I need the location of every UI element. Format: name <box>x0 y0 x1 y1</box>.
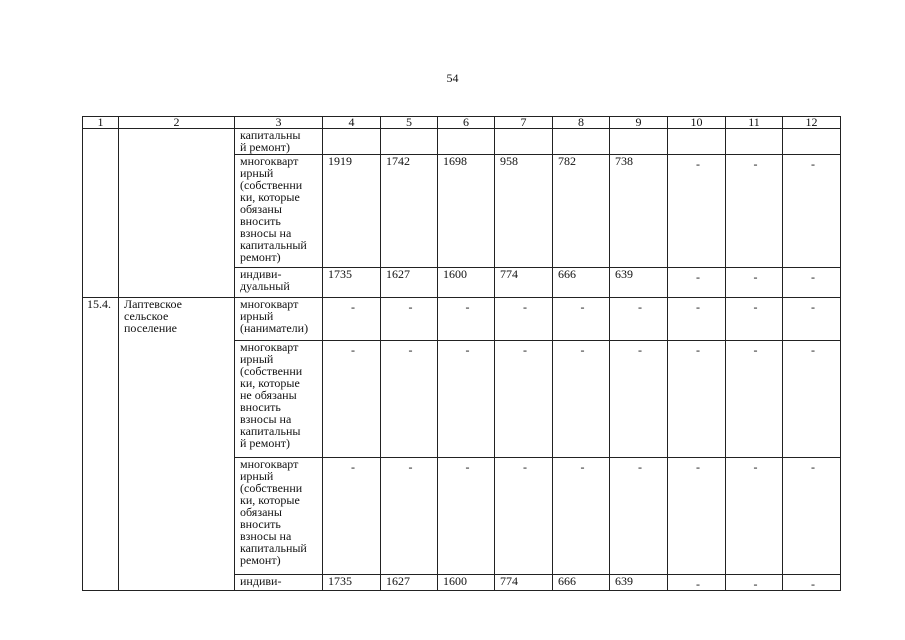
value-cell: - <box>726 575 783 591</box>
header-cell: 9 <box>610 117 668 129</box>
value-cell: 958 <box>495 155 553 268</box>
housing-type-cell <box>235 268 323 298</box>
text-line: капитальный <box>240 541 307 555</box>
text-line: многокварт <box>240 297 299 311</box>
table-row <box>83 129 841 155</box>
text-line: взносы на <box>240 529 292 543</box>
text-line: индиви- <box>240 574 282 588</box>
value-cell: - <box>495 298 553 341</box>
text-line: капитальны <box>240 424 301 438</box>
header-cell: 2 <box>119 117 235 129</box>
value-cell: - <box>323 298 381 341</box>
value-cell: 1742 <box>381 155 438 268</box>
text-line: ки, которые <box>240 376 300 390</box>
value-cell: 1600 <box>438 268 495 298</box>
value-cell: 666 <box>553 575 610 591</box>
header-cell: 1 <box>83 117 119 129</box>
value-cell: - <box>783 155 841 268</box>
value-cell: - <box>668 458 726 575</box>
header-cell: 11 <box>726 117 783 129</box>
text-line: взносы на <box>240 226 292 240</box>
value-cell: 1698 <box>438 155 495 268</box>
value-cell: - <box>553 298 610 341</box>
value-cell: - <box>495 341 553 458</box>
text-line: дуальный <box>240 279 290 293</box>
header-cell: 5 <box>381 117 438 129</box>
settlement-cell <box>119 298 235 591</box>
text-line: ремонт) <box>240 250 281 264</box>
value-cell: - <box>438 341 495 458</box>
value-cell: - <box>323 341 381 458</box>
value-cell: - <box>726 458 783 575</box>
text-line: (собственни <box>240 481 303 495</box>
value-cell: 639 <box>610 575 668 591</box>
housing-type-cell <box>235 155 323 268</box>
value-cell: - <box>783 341 841 458</box>
settlement-cell <box>119 129 235 298</box>
text-line: (собственни <box>240 364 303 378</box>
text-line: ирный <box>240 469 274 483</box>
value-cell: - <box>783 298 841 341</box>
text-line: многокварт <box>240 154 299 168</box>
value-cell: - <box>610 298 668 341</box>
value-cell: - <box>668 268 726 298</box>
value-cell: - <box>610 458 668 575</box>
page-number: 54 <box>446 71 459 85</box>
value-cell: - <box>381 341 438 458</box>
tariff-table <box>82 116 841 591</box>
value-cell: - <box>726 341 783 458</box>
row-number-cell <box>83 129 119 298</box>
text-line: сельское <box>124 309 169 323</box>
header-cell: 3 <box>235 117 323 129</box>
value-cell: - <box>438 458 495 575</box>
value-cell: 666 <box>553 268 610 298</box>
value-cell: - <box>495 458 553 575</box>
text-line: й ремонт) <box>240 436 291 450</box>
value-cell: 1919 <box>323 155 381 268</box>
value-cell: - <box>553 341 610 458</box>
value-cell: - <box>783 268 841 298</box>
text-line: й ремонт) <box>240 140 291 154</box>
value-cell: - <box>726 268 783 298</box>
value-cell <box>726 129 783 155</box>
text-line: многокварт <box>240 457 299 471</box>
text-line: капитальный <box>240 238 307 252</box>
row-number-cell: 15.4. <box>83 298 119 591</box>
text-line: капитальны <box>240 128 301 142</box>
value-cell <box>668 129 726 155</box>
text-line: (собственни <box>240 178 303 192</box>
text-line: ирный <box>240 309 274 323</box>
value-cell: - <box>668 341 726 458</box>
text-line: ремонт) <box>240 553 281 567</box>
value-cell <box>381 129 438 155</box>
text-line: Лаптевское <box>124 297 182 311</box>
header-cell: 6 <box>438 117 495 129</box>
header-cell: 4 <box>323 117 381 129</box>
value-cell: - <box>438 298 495 341</box>
value-cell <box>438 129 495 155</box>
value-cell: 774 <box>495 575 553 591</box>
value-cell: 774 <box>495 268 553 298</box>
text-line: многокварт <box>240 340 299 354</box>
header-cell: 12 <box>783 117 841 129</box>
housing-type-cell <box>235 129 323 155</box>
housing-type-cell <box>235 298 323 341</box>
value-cell: - <box>668 575 726 591</box>
value-cell <box>610 129 668 155</box>
value-cell: - <box>726 155 783 268</box>
text-line: ки, которые <box>240 190 300 204</box>
text-line: вносить <box>240 214 281 228</box>
value-cell: 1735 <box>323 268 381 298</box>
housing-type-cell <box>235 458 323 575</box>
text-line: вносить <box>240 400 281 414</box>
value-cell <box>495 129 553 155</box>
value-cell: 1735 <box>323 575 381 591</box>
value-cell: 782 <box>553 155 610 268</box>
value-cell: - <box>668 155 726 268</box>
value-cell <box>783 129 841 155</box>
table-row <box>83 298 841 341</box>
text-line: не обязаны <box>240 388 297 402</box>
text-line: ирный <box>240 166 274 180</box>
housing-type-cell <box>235 341 323 458</box>
value-cell: - <box>610 341 668 458</box>
header-cell: 10 <box>668 117 726 129</box>
text-line: индиви- <box>240 267 282 281</box>
text-line: ки, которые <box>240 493 300 507</box>
text-line: обязаны <box>240 505 282 519</box>
text-line: вносить <box>240 517 281 531</box>
value-cell: - <box>553 458 610 575</box>
text-line: ирный <box>240 352 274 366</box>
text-line: обязаны <box>240 202 282 216</box>
value-cell <box>323 129 381 155</box>
header-cell: 8 <box>553 117 610 129</box>
value-cell <box>553 129 610 155</box>
value-cell: - <box>783 575 841 591</box>
housing-type-cell <box>235 575 323 591</box>
text-line: взносы на <box>240 412 292 426</box>
value-cell: - <box>381 458 438 575</box>
value-cell: - <box>381 298 438 341</box>
header-cell: 7 <box>495 117 553 129</box>
value-cell: 738 <box>610 155 668 268</box>
value-cell: 1600 <box>438 575 495 591</box>
value-cell: - <box>668 298 726 341</box>
value-cell: - <box>783 458 841 575</box>
value-cell: 639 <box>610 268 668 298</box>
value-cell: 1627 <box>381 268 438 298</box>
value-cell: - <box>323 458 381 575</box>
text-line: (наниматели) <box>240 321 309 335</box>
value-cell: - <box>726 298 783 341</box>
header-row <box>83 117 841 129</box>
value-cell: 1627 <box>381 575 438 591</box>
text-line: поселение <box>124 321 178 335</box>
